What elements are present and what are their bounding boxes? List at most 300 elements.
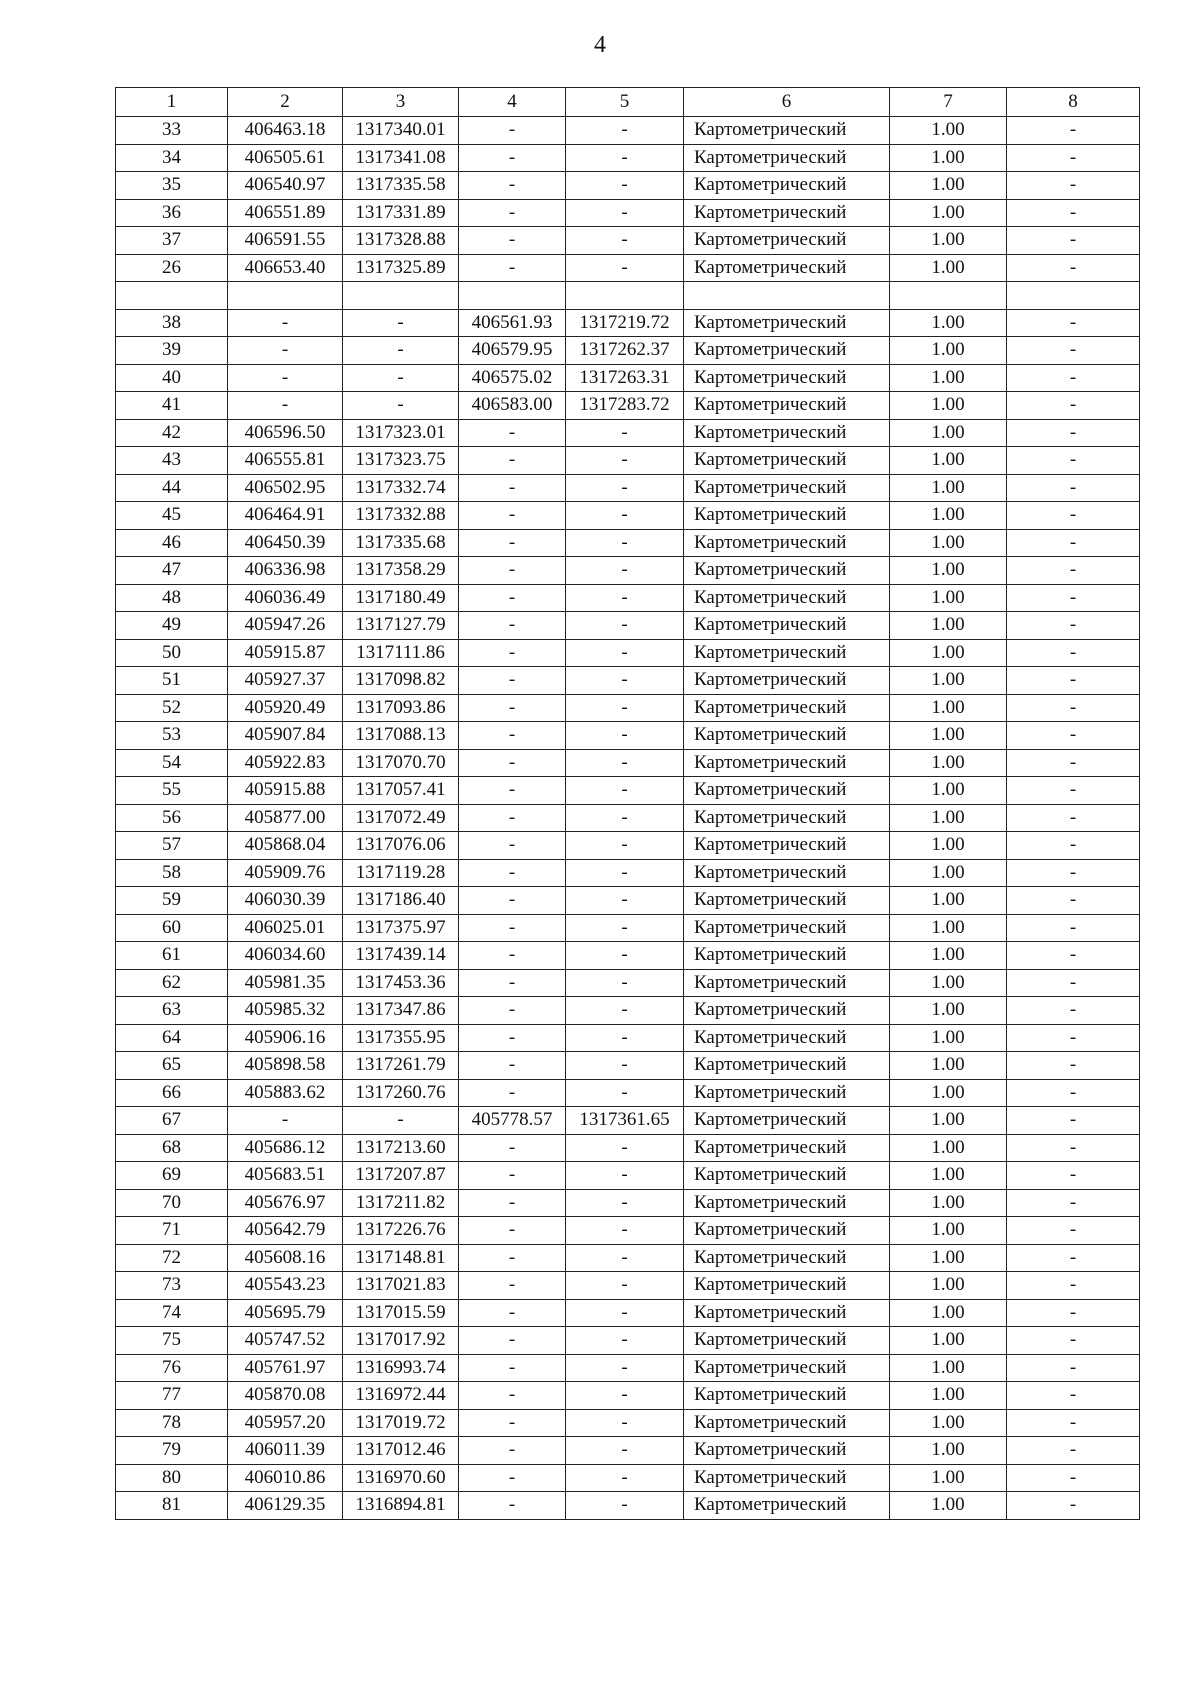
table-cell: - [1007, 997, 1140, 1025]
table-cell: Картометрический [684, 1437, 890, 1465]
table-cell: 43 [116, 447, 228, 475]
table-cell: 1.00 [890, 1079, 1007, 1107]
column-header: 3 [343, 88, 459, 117]
table-cell: - [459, 117, 566, 145]
table-cell: 406129.35 [228, 1492, 343, 1520]
table-cell: 70 [116, 1189, 228, 1217]
table-cell: 38 [116, 309, 228, 337]
table-cell: 64 [116, 1024, 228, 1052]
table-cell: 1.00 [890, 172, 1007, 200]
table-cell: 406463.18 [228, 117, 343, 145]
table-cell: - [566, 832, 684, 860]
table-cell: - [1007, 1024, 1140, 1052]
table-cell: 1.00 [890, 337, 1007, 365]
table-cell: - [459, 1327, 566, 1355]
table-cell: - [459, 1464, 566, 1492]
table-cell: - [1007, 969, 1140, 997]
table-cell: - [459, 942, 566, 970]
table-cell: 1317323.01 [343, 419, 459, 447]
table-cell: - [459, 859, 566, 887]
table-row [116, 694, 1140, 722]
table-cell: - [566, 1162, 684, 1190]
table-cell: 1.00 [890, 667, 1007, 695]
table-cell: 72 [116, 1244, 228, 1272]
table-row [116, 1217, 1140, 1245]
table-cell: 45 [116, 502, 228, 530]
table-cell: - [566, 749, 684, 777]
table-cell: - [1007, 309, 1140, 337]
table-cell: 33 [116, 117, 228, 145]
table-cell: - [459, 1189, 566, 1217]
table-cell: 405947.26 [228, 612, 343, 640]
table-cell: 1317328.88 [343, 227, 459, 255]
table-cell: Картометрический [684, 364, 890, 392]
table-cell: 1317186.40 [343, 887, 459, 915]
table-row [116, 584, 1140, 612]
table-cell: 1317213.60 [343, 1134, 459, 1162]
table-cell: 1.00 [890, 1217, 1007, 1245]
table-cell: - [566, 1437, 684, 1465]
table-cell: - [459, 1492, 566, 1520]
table-cell: - [566, 1024, 684, 1052]
table-cell: - [1007, 1327, 1140, 1355]
table-cell: Картометрический [684, 667, 890, 695]
table-cell: Картометрический [684, 777, 890, 805]
table-cell: Картометрический [684, 144, 890, 172]
table-cell: 1.00 [890, 144, 1007, 172]
table-cell: - [459, 749, 566, 777]
table-cell: - [1007, 502, 1140, 530]
table-cell: 1317325.89 [343, 254, 459, 282]
table-cell: - [1007, 1299, 1140, 1327]
table-cell: Картометрический [684, 1327, 890, 1355]
table-cell: 1317340.01 [343, 117, 459, 145]
table-cell: 75 [116, 1327, 228, 1355]
table-cell: 50 [116, 639, 228, 667]
table-cell: - [566, 1409, 684, 1437]
table-cell: 406551.89 [228, 199, 343, 227]
table-cell: - [566, 227, 684, 255]
table-cell: 405909.76 [228, 859, 343, 887]
table-cell: 1317347.86 [343, 997, 459, 1025]
table-cell: 54 [116, 749, 228, 777]
table-cell: 69 [116, 1162, 228, 1190]
table-cell: 405695.79 [228, 1299, 343, 1327]
table-cell: - [459, 1299, 566, 1327]
table-cell: 81 [116, 1492, 228, 1520]
table-cell: - [1007, 254, 1140, 282]
table-cell: 1317219.72 [566, 309, 684, 337]
table-cell: - [1007, 227, 1140, 255]
table-cell: - [1007, 887, 1140, 915]
table-cell: - [566, 612, 684, 640]
table-cell: - [566, 557, 684, 585]
table-cell [459, 282, 566, 310]
table-cell: 77 [116, 1382, 228, 1410]
table-row [116, 474, 1140, 502]
table-cell: - [566, 474, 684, 502]
table-cell: 1.00 [890, 447, 1007, 475]
table-row [116, 667, 1140, 695]
table-cell: 71 [116, 1217, 228, 1245]
table-row [116, 942, 1140, 970]
table-cell: - [1007, 337, 1140, 365]
table-cell: 53 [116, 722, 228, 750]
table-cell: Картометрический [684, 1052, 890, 1080]
table-body [116, 88, 1140, 1520]
table-cell: 1317111.86 [343, 639, 459, 667]
table-cell: Картометрический [684, 584, 890, 612]
table-cell: - [459, 557, 566, 585]
table-cell: - [566, 804, 684, 832]
table-cell: Картометрический [684, 1189, 890, 1217]
table-row [116, 804, 1140, 832]
table-cell: - [459, 1134, 566, 1162]
table-cell: - [1007, 1492, 1140, 1520]
table-cell: - [228, 392, 343, 420]
table-cell: 48 [116, 584, 228, 612]
table-cell: - [1007, 447, 1140, 475]
table-cell: Картометрический [684, 612, 890, 640]
table-row [116, 914, 1140, 942]
table-cell: 1.00 [890, 832, 1007, 860]
table-cell: - [566, 199, 684, 227]
table-cell: - [1007, 694, 1140, 722]
table-cell: 1.00 [890, 1189, 1007, 1217]
table-cell: 405927.37 [228, 667, 343, 695]
table-cell: Картометрический [684, 117, 890, 145]
table-cell: - [459, 804, 566, 832]
table-cell: 1317211.82 [343, 1189, 459, 1217]
table-row [116, 612, 1140, 640]
table-cell: - [1007, 474, 1140, 502]
table-cell: 1317057.41 [343, 777, 459, 805]
table-cell: 405877.00 [228, 804, 343, 832]
table-cell: 1.00 [890, 887, 1007, 915]
table-cell: - [459, 254, 566, 282]
table-cell: Картометрический [684, 1244, 890, 1272]
table-cell: 405608.16 [228, 1244, 343, 1272]
table-row [116, 364, 1140, 392]
table-cell: - [1007, 1244, 1140, 1272]
table-cell: - [459, 1437, 566, 1465]
table-cell: 1.00 [890, 722, 1007, 750]
table-cell: 406336.98 [228, 557, 343, 585]
table-cell: Картометрический [684, 804, 890, 832]
table-cell: - [1007, 667, 1140, 695]
table-cell: 49 [116, 612, 228, 640]
table-cell: Картометрический [684, 529, 890, 557]
table-cell: Картометрический [684, 969, 890, 997]
table-cell: 1.00 [890, 529, 1007, 557]
table-cell: Картометрический [684, 392, 890, 420]
table-cell: - [343, 337, 459, 365]
table-row [116, 419, 1140, 447]
table-cell: Картометрический [684, 1464, 890, 1492]
table-row [116, 557, 1140, 585]
table-cell: - [566, 777, 684, 805]
table-cell: 1317072.49 [343, 804, 459, 832]
table-cell: 1316894.81 [343, 1492, 459, 1520]
table-cell: - [459, 144, 566, 172]
column-header: 7 [890, 88, 1007, 117]
table-cell: Картометрический [684, 1299, 890, 1327]
table-cell: Картометрический [684, 859, 890, 887]
table-row [116, 254, 1140, 282]
table-cell: - [459, 612, 566, 640]
table-cell: 44 [116, 474, 228, 502]
table-cell: 1.00 [890, 1107, 1007, 1135]
table-cell: - [1007, 832, 1140, 860]
table-cell: 1.00 [890, 117, 1007, 145]
table-cell: 1.00 [890, 1354, 1007, 1382]
table-cell: 1317088.13 [343, 722, 459, 750]
table-cell: 1317070.70 [343, 749, 459, 777]
table-cell: - [343, 392, 459, 420]
table-cell: - [1007, 1189, 1140, 1217]
table-cell: 1.00 [890, 1464, 1007, 1492]
table-cell: - [1007, 392, 1140, 420]
table-cell [890, 282, 1007, 310]
table-cell: 1.00 [890, 804, 1007, 832]
table-cell: 1317335.68 [343, 529, 459, 557]
table-cell: 1317332.74 [343, 474, 459, 502]
table-cell: - [459, 1354, 566, 1382]
table-cell: - [566, 942, 684, 970]
table-cell: - [1007, 914, 1140, 942]
table-cell: - [566, 969, 684, 997]
table-row [116, 172, 1140, 200]
table-cell: - [1007, 117, 1140, 145]
table-cell: Картометрический [684, 227, 890, 255]
table-cell: - [1007, 1079, 1140, 1107]
table-cell: - [459, 722, 566, 750]
table-cell: 51 [116, 667, 228, 695]
table-cell: 1317148.81 [343, 1244, 459, 1272]
table-cell: 1.00 [890, 942, 1007, 970]
table-cell: - [459, 227, 566, 255]
table-cell: 405915.88 [228, 777, 343, 805]
table-cell: 1.00 [890, 1327, 1007, 1355]
table-row [116, 1382, 1140, 1410]
table-cell: 405683.51 [228, 1162, 343, 1190]
table-row [116, 1024, 1140, 1052]
table-cell: - [1007, 942, 1140, 970]
table-cell: 37 [116, 227, 228, 255]
table-cell: 1.00 [890, 914, 1007, 942]
table-cell: - [1007, 1464, 1140, 1492]
table-row [116, 227, 1140, 255]
column-header: 5 [566, 88, 684, 117]
table-row [116, 1327, 1140, 1355]
table-row [116, 1134, 1140, 1162]
table-row [116, 832, 1140, 860]
table-row [116, 447, 1140, 475]
table-cell: 405883.62 [228, 1079, 343, 1107]
table-row [116, 117, 1140, 145]
table-cell: - [228, 337, 343, 365]
table-row [116, 282, 1140, 310]
table-cell: - [228, 1107, 343, 1135]
table-cell: - [459, 1024, 566, 1052]
table-row [116, 392, 1140, 420]
table-cell: 405761.97 [228, 1354, 343, 1382]
table-cell: - [566, 254, 684, 282]
table-cell: - [1007, 639, 1140, 667]
table-cell: 1317262.37 [566, 337, 684, 365]
table-cell: 1.00 [890, 639, 1007, 667]
table-cell: 1.00 [890, 1299, 1007, 1327]
table-cell: 1.00 [890, 1382, 1007, 1410]
table-cell: - [459, 639, 566, 667]
table-cell: 1317017.92 [343, 1327, 459, 1355]
table-cell: 57 [116, 832, 228, 860]
table-cell: - [459, 1382, 566, 1410]
table-cell: 1317261.79 [343, 1052, 459, 1080]
table-cell: 58 [116, 859, 228, 887]
table-cell: 34 [116, 144, 228, 172]
table-cell: 1.00 [890, 1162, 1007, 1190]
table-cell: Картометрический [684, 1079, 890, 1107]
table-cell: 405898.58 [228, 1052, 343, 1080]
table-cell: 1.00 [890, 1409, 1007, 1437]
table-cell [228, 282, 343, 310]
table-cell: - [459, 914, 566, 942]
table-cell: 61 [116, 942, 228, 970]
table-cell: Картометрический [684, 942, 890, 970]
table-cell: - [566, 639, 684, 667]
table-cell: 406034.60 [228, 942, 343, 970]
column-header: 1 [116, 88, 228, 117]
table-cell: 1.00 [890, 1492, 1007, 1520]
table-cell: 1.00 [890, 392, 1007, 420]
table-cell: - [1007, 172, 1140, 200]
table-cell: 1317358.29 [343, 557, 459, 585]
page-number: 4 [594, 32, 606, 58]
table-cell: 406464.91 [228, 502, 343, 530]
table-cell: 68 [116, 1134, 228, 1162]
table-cell: - [459, 969, 566, 997]
table-cell: - [459, 667, 566, 695]
table-cell: 40 [116, 364, 228, 392]
table-cell: 1317119.28 [343, 859, 459, 887]
table-row [116, 639, 1140, 667]
table-cell: 406653.40 [228, 254, 343, 282]
table-cell: 405957.20 [228, 1409, 343, 1437]
table-cell: - [566, 584, 684, 612]
table-cell: 1317019.72 [343, 1409, 459, 1437]
table-cell: Картометрический [684, 1382, 890, 1410]
table-row [116, 1052, 1140, 1080]
table-cell: - [459, 887, 566, 915]
table-cell: 63 [116, 997, 228, 1025]
table-cell: 1.00 [890, 419, 1007, 447]
table-row [116, 722, 1140, 750]
table-cell: 406502.95 [228, 474, 343, 502]
table-cell: - [566, 1354, 684, 1382]
table-cell: 406010.86 [228, 1464, 343, 1492]
table-cell: 406579.95 [459, 337, 566, 365]
table-cell: 1317226.76 [343, 1217, 459, 1245]
table-cell: 1.00 [890, 309, 1007, 337]
table-cell: 1317453.36 [343, 969, 459, 997]
table-cell: 39 [116, 337, 228, 365]
table-row [116, 1272, 1140, 1300]
table-cell: 406596.50 [228, 419, 343, 447]
table-cell: - [566, 502, 684, 530]
table-cell: 1.00 [890, 227, 1007, 255]
table-cell: - [1007, 612, 1140, 640]
table-cell: 405676.97 [228, 1189, 343, 1217]
table-cell: 78 [116, 1409, 228, 1437]
table-cell: - [1007, 859, 1140, 887]
table-cell: - [1007, 722, 1140, 750]
table-cell: 405915.87 [228, 639, 343, 667]
table-cell: 1317263.31 [566, 364, 684, 392]
table-cell: - [228, 309, 343, 337]
table-cell: Картометрический [684, 997, 890, 1025]
table-cell: - [459, 1052, 566, 1080]
table-cell: Картометрический [684, 694, 890, 722]
table-cell: 406555.81 [228, 447, 343, 475]
table-cell: 1317260.76 [343, 1079, 459, 1107]
column-header: 4 [459, 88, 566, 117]
table-cell: - [566, 694, 684, 722]
table-cell: 1317015.59 [343, 1299, 459, 1327]
table-cell: 1.00 [890, 502, 1007, 530]
table-cell: 1317127.79 [343, 612, 459, 640]
table-cell: 42 [116, 419, 228, 447]
table-cell: Картометрический [684, 474, 890, 502]
table-cell: - [1007, 1272, 1140, 1300]
table-cell: 46 [116, 529, 228, 557]
coordinates-table [115, 87, 1140, 1520]
table-cell: - [566, 1492, 684, 1520]
table-cell: 66 [116, 1079, 228, 1107]
table-cell: 1317335.58 [343, 172, 459, 200]
table-cell: Картометрический [684, 1272, 890, 1300]
table-cell: - [459, 1079, 566, 1107]
table-cell: - [459, 1409, 566, 1437]
table-cell: 74 [116, 1299, 228, 1327]
table-cell: - [566, 447, 684, 475]
table-cell: 406036.49 [228, 584, 343, 612]
table-cell: Картометрический [684, 1134, 890, 1162]
table-cell: 1.00 [890, 1272, 1007, 1300]
table-cell: - [459, 199, 566, 227]
table-cell: 1317375.97 [343, 914, 459, 942]
table-cell: - [1007, 1437, 1140, 1465]
table-cell: 1.00 [890, 199, 1007, 227]
table-cell: Картометрический [684, 419, 890, 447]
table-row [116, 337, 1140, 365]
table-cell: 1317207.87 [343, 1162, 459, 1190]
table-cell: 52 [116, 694, 228, 722]
table-cell: 405642.79 [228, 1217, 343, 1245]
table-row [116, 749, 1140, 777]
table-cell: 406011.39 [228, 1437, 343, 1465]
table-cell: 1317093.86 [343, 694, 459, 722]
table-cell: 1.00 [890, 1134, 1007, 1162]
table-cell: Картометрический [684, 557, 890, 585]
table-cell: - [566, 1382, 684, 1410]
table-cell: 1317012.46 [343, 1437, 459, 1465]
table-cell: 405868.04 [228, 832, 343, 860]
table-cell: - [566, 1134, 684, 1162]
table-cell: - [1007, 1052, 1140, 1080]
table-cell [1007, 282, 1140, 310]
table-row [116, 969, 1140, 997]
